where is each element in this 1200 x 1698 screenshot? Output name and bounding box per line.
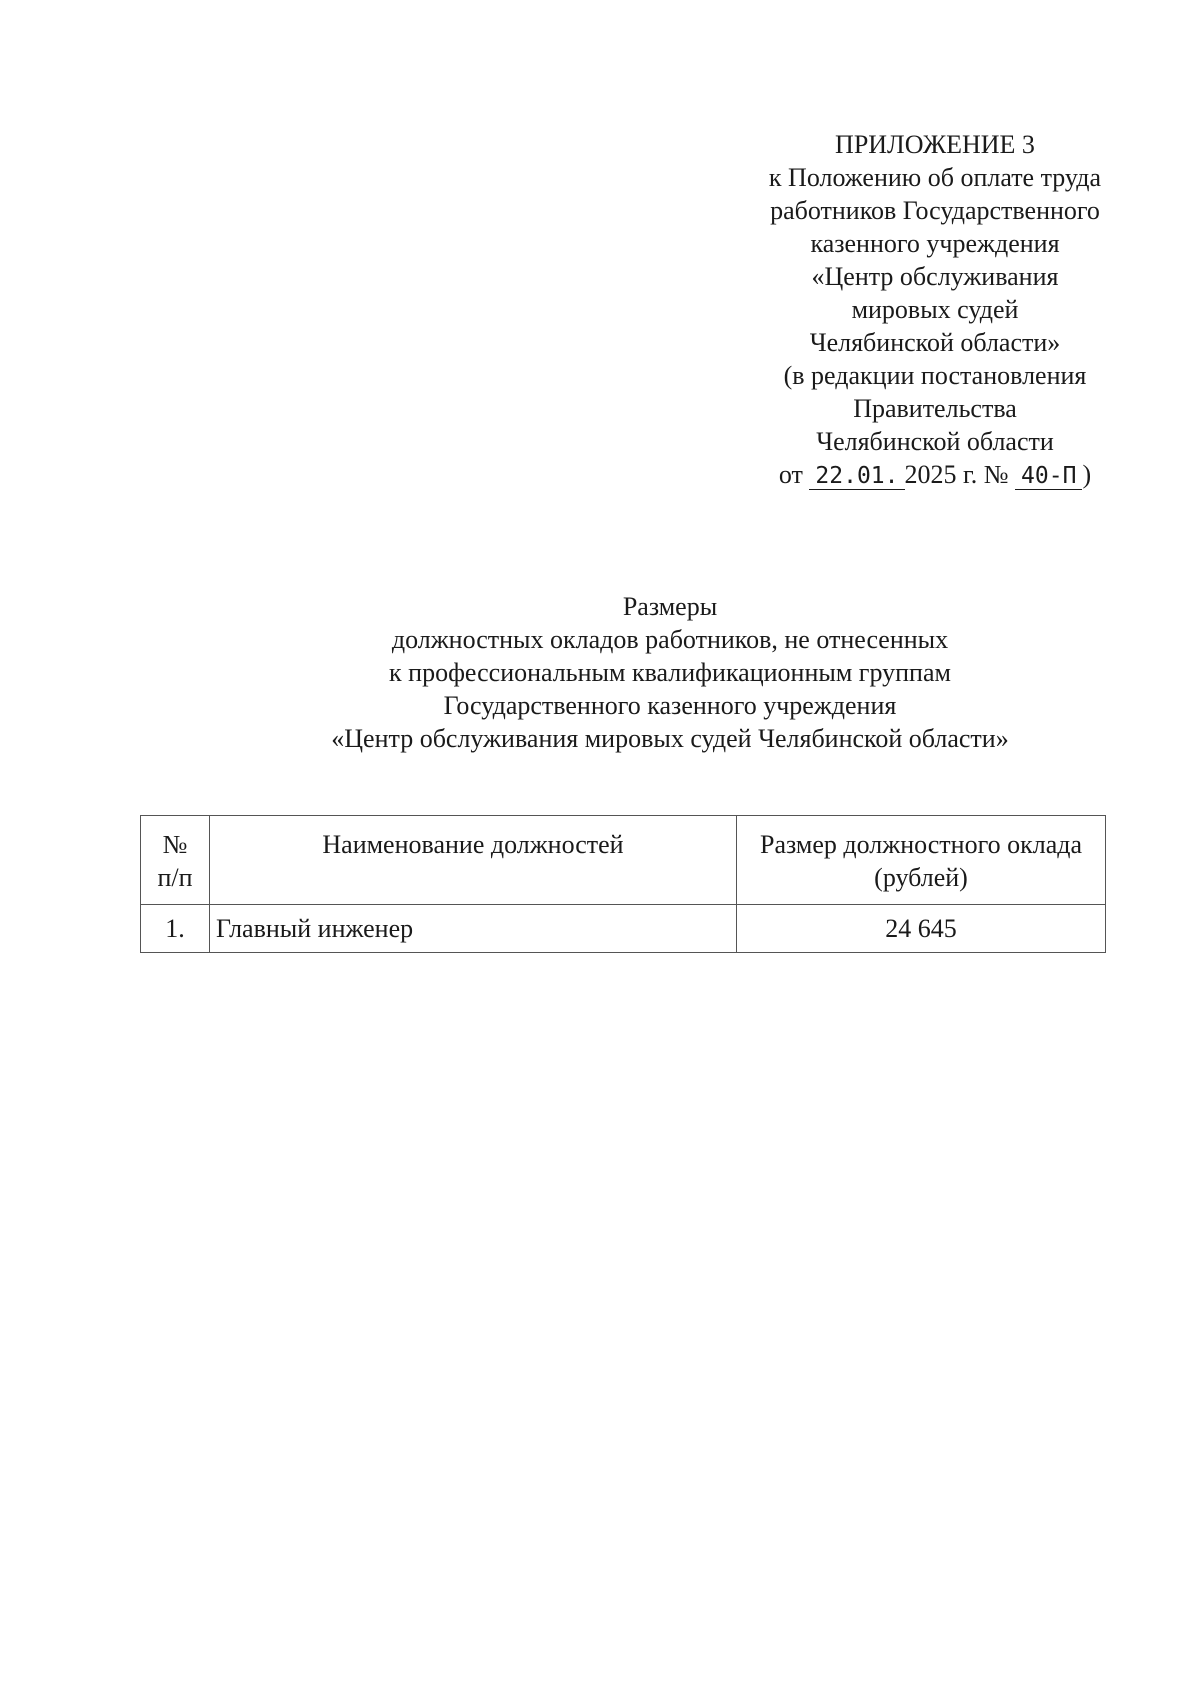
document-title: [150, 590, 1190, 755]
title-line: Государственного казенного учреждения: [443, 691, 897, 720]
resolution-date: 22.01.: [809, 463, 904, 490]
header-number-symbol: №: [162, 830, 188, 859]
title-line: «Центр обслуживания мировых судей Челябинской области»: [331, 724, 1009, 753]
appendix-line: мировых судей: [851, 295, 1019, 324]
row-position-name: Главный инженер: [210, 905, 737, 953]
table-header-row: [141, 816, 1106, 905]
table-row: [141, 905, 1106, 953]
appendix-line: Правительства: [853, 394, 1017, 423]
header-salary-size: [737, 816, 1106, 905]
title-line: Размеры: [622, 592, 718, 621]
appendix-line: к Положению об оплате труда: [768, 163, 1102, 192]
salary-table: [140, 815, 1106, 953]
header-salary-label: Размер должностного оклада: [759, 830, 1083, 859]
row-number: 1.: [141, 905, 210, 953]
title-line: должностных окладов работников, не отнесенных: [391, 625, 949, 654]
header-position-name: Наименование должностей: [210, 816, 737, 905]
resolution-number: 40-П: [1015, 463, 1082, 490]
date-suffix: 2025 г. №: [904, 460, 1009, 489]
row-salary-size: 24 645: [737, 905, 1106, 953]
appendix-line: Челябинской области: [816, 427, 1054, 456]
appendix-line: «Центр обслуживания: [811, 262, 1059, 291]
header-number: [141, 816, 210, 905]
appendix-line: (в редакции постановления: [783, 361, 1087, 390]
resolution-date-line: [735, 458, 1135, 493]
appendix-line: казенного учреждения: [810, 229, 1060, 258]
date-prefix: от: [778, 460, 803, 489]
title-line: к профессиональным квалификационным группам: [389, 658, 951, 687]
appendix-heading: ПРИЛОЖЕНИЕ 3: [835, 130, 1035, 159]
appendix-line: работников Государственного: [770, 196, 1100, 225]
appendix-block: [735, 128, 1135, 493]
appendix-line: Челябинской области»: [809, 328, 1061, 357]
closing-paren: ): [1082, 460, 1092, 489]
header-number-label: п/п: [157, 863, 193, 892]
header-salary-unit: (рублей): [874, 863, 968, 892]
